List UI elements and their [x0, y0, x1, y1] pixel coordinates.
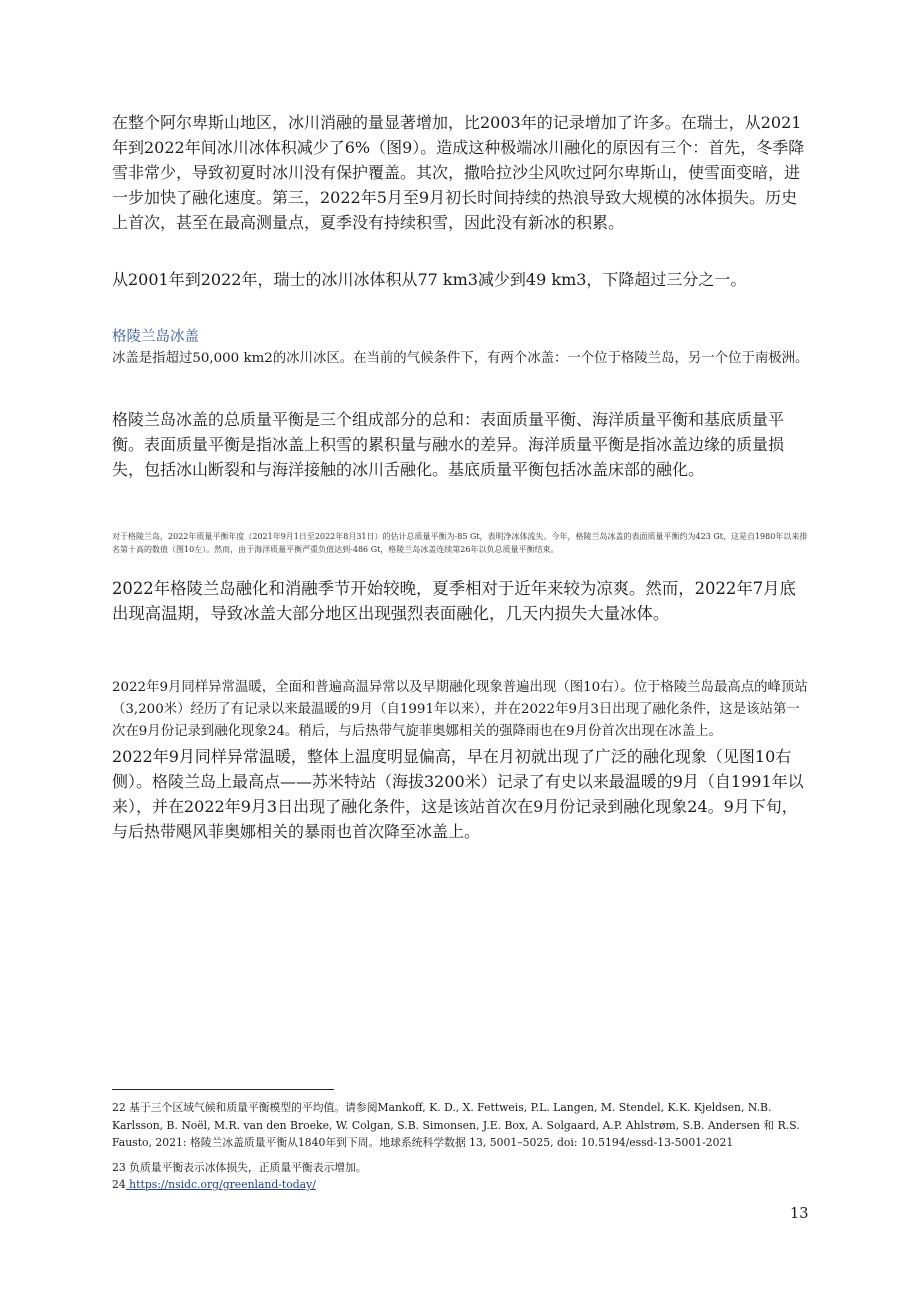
footnote-24-link[interactable]: https://nsidc.org/greenland-today/: [125, 1178, 316, 1191]
paragraph-ice-sheet-definition: 冰盖是指超过50,000 km2的冰川冰区。在当前的气候条件下，有两个冰盖：一个位于格陵兰岛，另一个位于南极洲。: [112, 351, 809, 366]
footnote-separator: [112, 1089, 334, 1090]
footnote-24: [112, 1176, 810, 1194]
footnote-22: 22 基于三个区域气候和质量平衡模型的平均值。请参阅Mankoff, K. D., X. Fettweis, P.L. Langen, M. Stendel, K.K. Kjeldsen, N.B. Karlsson, B. Noël, M.R. van den Broeke, W. Colgan, S.B. Simonsen, J.E. Box, A. Solgaard, A.P. Ahlstrøm, S.B. Andersen 和 R.S. Fausto, 2021: 格陵兰冰盖质量平衡从1840年到下周。地球系统科学数据 13, 5001–5025, doi: 10.5194/essd-13-5001-2021: [112, 1101, 800, 1149]
footnote-24-number: 24: [112, 1178, 126, 1191]
paragraph-september-warmth: 2022年9月同样异常温暖，全面和普遍高温异常以及早期融化现象普遍出现（图10右）。位于格陵兰岛最高点的峰顶站（3,200米）经历了有记录以来最温暖的9月（自1991年以来），并在2022年9月3日出现了融化条件，这是该站第一次在9月份记录到融化现象24。稍后，与后热带气旋菲奥娜相关的强降雨也在9月份首次出现在冰盖上。: [112, 680, 808, 739]
footnote-23: 23 负质量平衡表示冰体损失，正质量平衡表示增加。: [112, 1161, 367, 1174]
page-number: 13: [790, 1206, 809, 1222]
paragraph-mass-balance-components: 格陵兰岛冰盖的总质量平衡是三个组成部分的总和：表面质量平衡、海洋质量平衡和基底质量平衡。表面质量平衡是指冰盖上积雪的累积量与融水的差异。海洋质量平衡是指冰盖边缘的质量损失，包括冰山断裂和与海洋接触的冰川舌融化。基底质量平衡包括冰盖床部的融化。: [112, 410, 785, 479]
paragraph-greenland-melt-season: 2022年格陵兰岛融化和消融季节开始较晚，夏季相对于近年来较为凉爽。然而，2022年7月底出现高温期，导致冰盖大部分地区出现强烈表面融化，几天内损失大量冰体。: [112, 579, 796, 623]
paragraph-greenland-2022-mass-balance: 对于格陵兰岛，2022年质量平衡年度（2021年9月1日至2022年8月31日）的估计总质量平衡为-85 Gt，表明净冰体流失。今年，格陵兰岛冰盖的表面质量平衡约为423 Gt，这是自1980年以来排名第十高的数值（图10左）。然而，由于海洋质量平衡严重负值达到-486 Gt，格陵兰岛冰盖连续第26年以负总质量平衡结束。: [112, 532, 808, 554]
paragraph-swiss-glacier-volume: 从2001年到2022年，瑞士的冰川冰体积从77 km3减少到49 km3，下降超过三分之一。: [112, 270, 747, 289]
paragraph-alps-glacier-melt: 在整个阿尔卑斯山地区，冰川消融的量显著增加，比2003年的记录增加了许多。在瑞士，从2021年到2022年间冰川冰体积减少了6%（图9）。造成这种极端冰川融化的原因有三个：首先，冬季降雪非常少，导致初夏时冰川没有保护覆盖。其次，撒哈拉沙尘风吹过阿尔卑斯山，使雪面变暗，进一步加快了融化速度。第三，2022年5月至9月初长时间持续的热浪导致大规模的冰体损失。历史上首次，甚至在最高测量点，夏季没有持续积雪，因此没有新冰的积累。: [112, 113, 805, 232]
paragraph-september-warmth-rewrite: 2022年9月同样异常温暖，整体上温度明显偏高，早在月初就出现了广泛的融化现象（见图10右侧）。格陵兰岛上最高点——苏米特站（海拔3200米）记录了有史以来最温暖的9月（自1991年以来），并在2022年9月3日出现了融化条件，这是该站首次在9月份记录到融化现象24。9月下旬，与后热带飓风菲奥娜相关的暴雨也首次降至冰盖上。: [112, 747, 804, 841]
section-heading-greenland-ice-sheet: 格陵兰岛冰盖: [112, 329, 199, 345]
